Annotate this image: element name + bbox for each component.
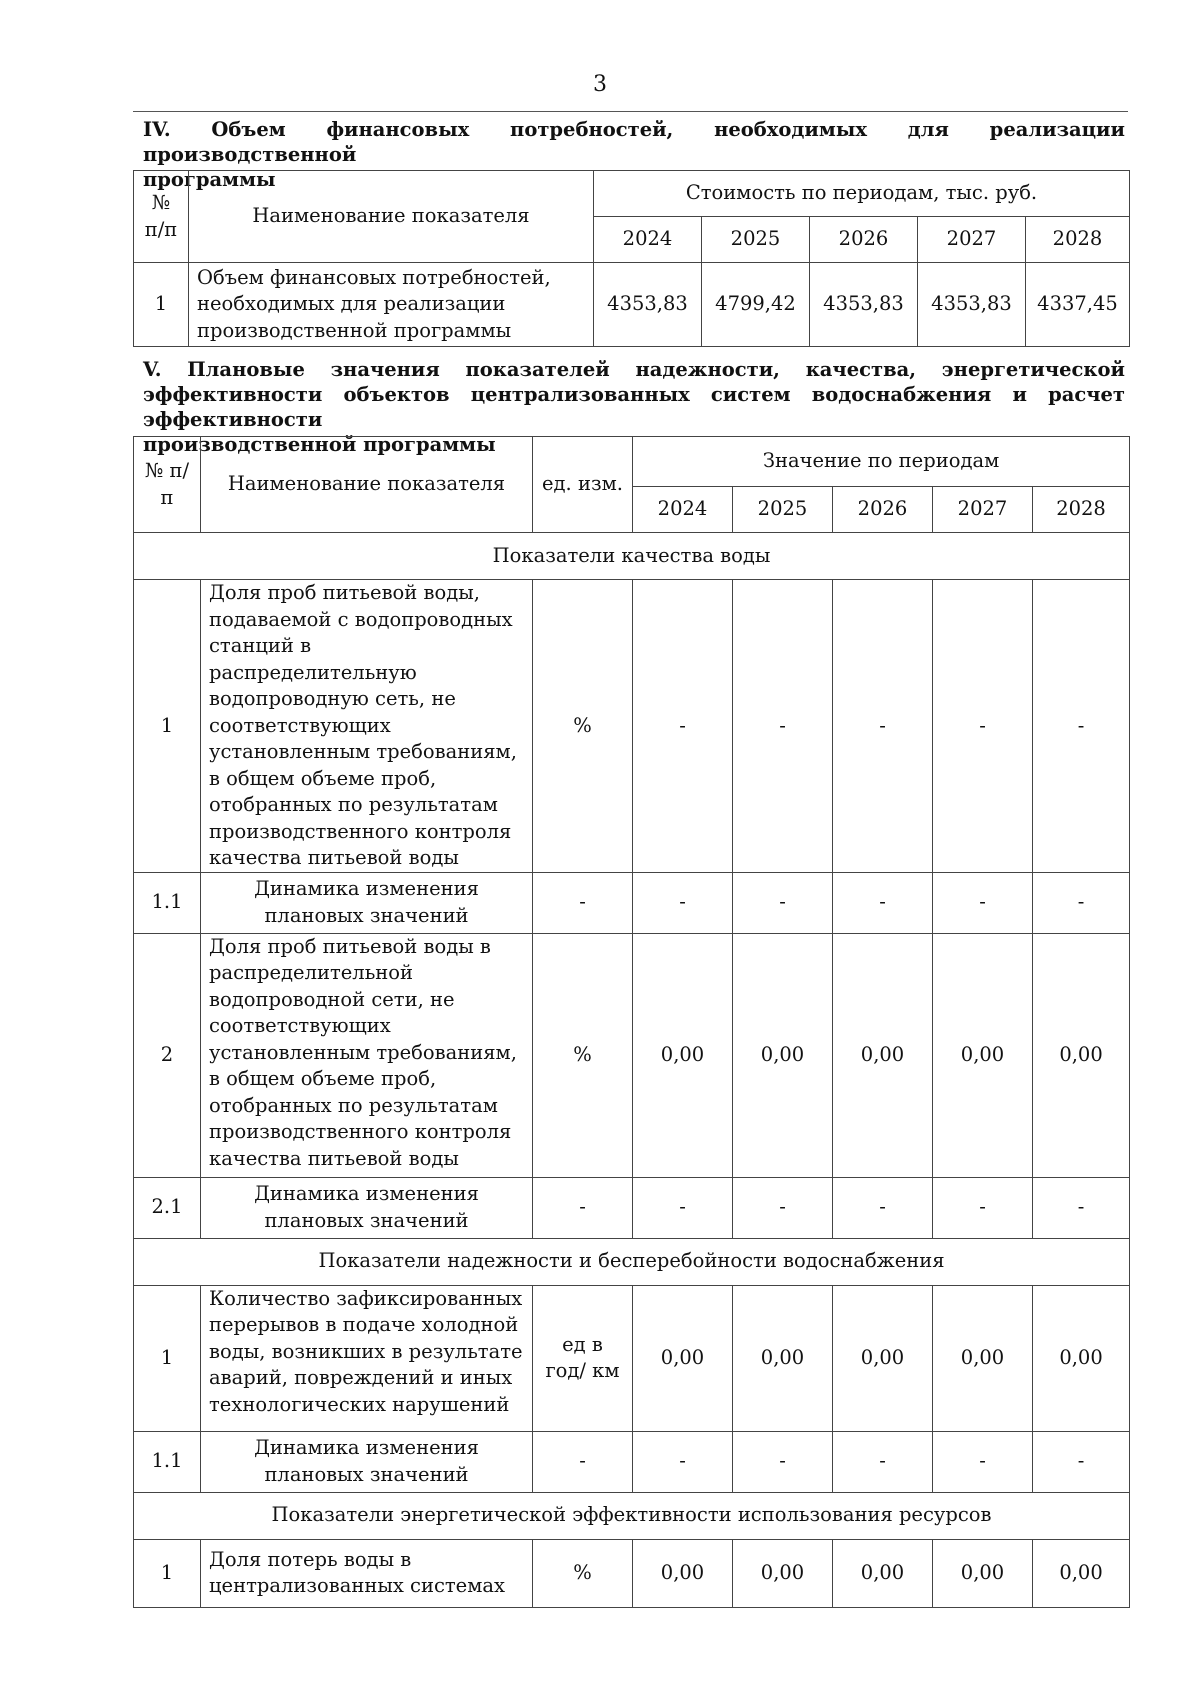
value-cell: - [933,872,1033,933]
header-rule [133,111,1128,112]
section-5-heading-line-3: производственной программы [143,433,496,456]
value-cell: 0,00 [633,1285,733,1431]
col-header-name: Наименование показателя [189,171,594,263]
section-4-heading-line-1: IV. Объем финансовых потребностей, необходимых для реализации производственной [143,118,1125,166]
year-header: 2026 [810,217,918,263]
indicators-table [133,436,1130,1608]
value-cell: - [933,1177,1033,1238]
value-cell: - [1033,1431,1130,1492]
year-header: 2026 [833,487,933,533]
value-cell: - [633,872,733,933]
table-row [134,872,1130,933]
table-row [134,933,1130,1177]
group-title-reliability: Показатели надежности и бесперебойности водоснабжения [134,1238,1130,1285]
row-name: Динамика изменения плановых значений [201,1431,533,1492]
table-row [134,580,1130,873]
value-cell: - [833,580,933,873]
group-title-energy-efficiency: Показатели энергетической эффективности использования ресурсов [134,1492,1130,1539]
col-header-number: № п/п [134,437,201,533]
value-cell: - [1033,580,1130,873]
row-number: 1.1 [134,872,201,933]
value-cell: - [833,1177,933,1238]
col-header-number: № п/п [134,171,189,263]
value-cell: 4353,83 [918,263,1026,347]
value-cell: - [733,1177,833,1238]
col-header-cost: Стоимость по периодам, тыс. руб. [594,171,1130,217]
col-header-values: Значение по периодам [633,437,1130,487]
unit-cell: % [533,580,633,873]
col-header-name: Наименование показателя [201,437,533,533]
value-cell: - [933,1431,1033,1492]
year-header: 2025 [702,217,810,263]
value-cell: 0,00 [933,1285,1033,1431]
value-cell: - [633,1177,733,1238]
unit-cell: - [533,1177,633,1238]
value-cell: 0,00 [833,933,933,1177]
row-number: 1 [134,1539,201,1607]
value-cell: 4337,45 [1026,263,1130,347]
value-cell: - [833,872,933,933]
unit-cell: % [533,933,633,1177]
year-header: 2024 [633,487,733,533]
year-header: 2025 [733,487,833,533]
value-cell: - [633,1431,733,1492]
value-cell: 0,00 [1033,933,1130,1177]
section-5-heading-line-2: объектов централизованных систем водоснабжения и расчет эффективности [143,383,1125,431]
year-header: 2028 [1033,487,1130,533]
row-number: 2 [134,933,201,1177]
value-cell: 0,00 [933,1539,1033,1607]
row-name: Объем финансовых потребностей, необходимых для реализации производственной программы [189,263,594,347]
row-name: Доля проб питьевой воды, подаваемой с водопроводных станций в распределительную водопроводную сеть, не соответствующих установленным требованиям, в общем объеме проб, отобранных по результатам производственного контроля качества питьевой воды [201,580,533,873]
row-name: Динамика изменения плановых значений [201,1177,533,1238]
value-cell: 4799,42 [702,263,810,347]
table-row [134,1431,1130,1492]
year-header: 2027 [933,487,1033,533]
group-title-water-quality: Показатели качества воды [134,533,1130,580]
unit-cell: - [533,872,633,933]
value-cell: 0,00 [833,1539,933,1607]
row-name: Динамика изменения плановых значений [201,872,533,933]
value-cell: 0,00 [633,1539,733,1607]
value-cell: - [633,580,733,873]
value-cell: 0,00 [933,933,1033,1177]
row-number: 1 [134,580,201,873]
financial-needs-table [133,170,1130,347]
year-header: 2024 [594,217,702,263]
value-cell: - [733,872,833,933]
table-row [134,1177,1130,1238]
page-number: 3 [593,72,607,97]
row-name: Количество зафиксированных перерывов в подаче холодной воды, возникших в результате аварий, повреждений и иных технологических нарушений [201,1285,533,1431]
value-cell: - [1033,872,1130,933]
row-name: Доля потерь воды в централизованных системах [201,1539,533,1607]
value-cell: 0,00 [1033,1285,1130,1431]
unit-cell: % [533,1539,633,1607]
row-name: Доля проб питьевой воды в распределительной водопроводной сети, не соответствующих установленным требованиям, в общем объеме проб, отобранных по результатам производственного контроля качества питьевой воды [201,933,533,1177]
value-cell: - [733,1431,833,1492]
year-header: 2027 [918,217,1026,263]
unit-cell: ед в год/ км [533,1285,633,1431]
value-cell: - [1033,1177,1130,1238]
value-cell: 4353,83 [810,263,918,347]
row-number: 1.1 [134,1431,201,1492]
value-cell: 0,00 [633,933,733,1177]
value-cell: 0,00 [733,1539,833,1607]
value-cell: 0,00 [1033,1539,1130,1607]
table-row [134,1539,1130,1607]
value-cell: - [933,580,1033,873]
table-row [134,1285,1130,1431]
row-number: 1 [134,1285,201,1431]
col-header-unit: ед. изм. [533,437,633,533]
value-cell: 0,00 [733,1285,833,1431]
row-number: 2.1 [134,1177,201,1238]
value-cell: - [733,580,833,873]
year-header: 2028 [1026,217,1130,263]
section-4-heading-line-2: программы [143,168,276,191]
table-row [134,263,1130,347]
row-number: 1 [134,263,189,347]
section-5-heading-line-1: V. Плановые значения показателей надежности, качества, энергетической эффективности [143,358,1125,406]
value-cell: 0,00 [833,1285,933,1431]
value-cell: - [833,1431,933,1492]
value-cell: 0,00 [733,933,833,1177]
unit-cell: - [533,1431,633,1492]
value-cell: 4353,83 [594,263,702,347]
